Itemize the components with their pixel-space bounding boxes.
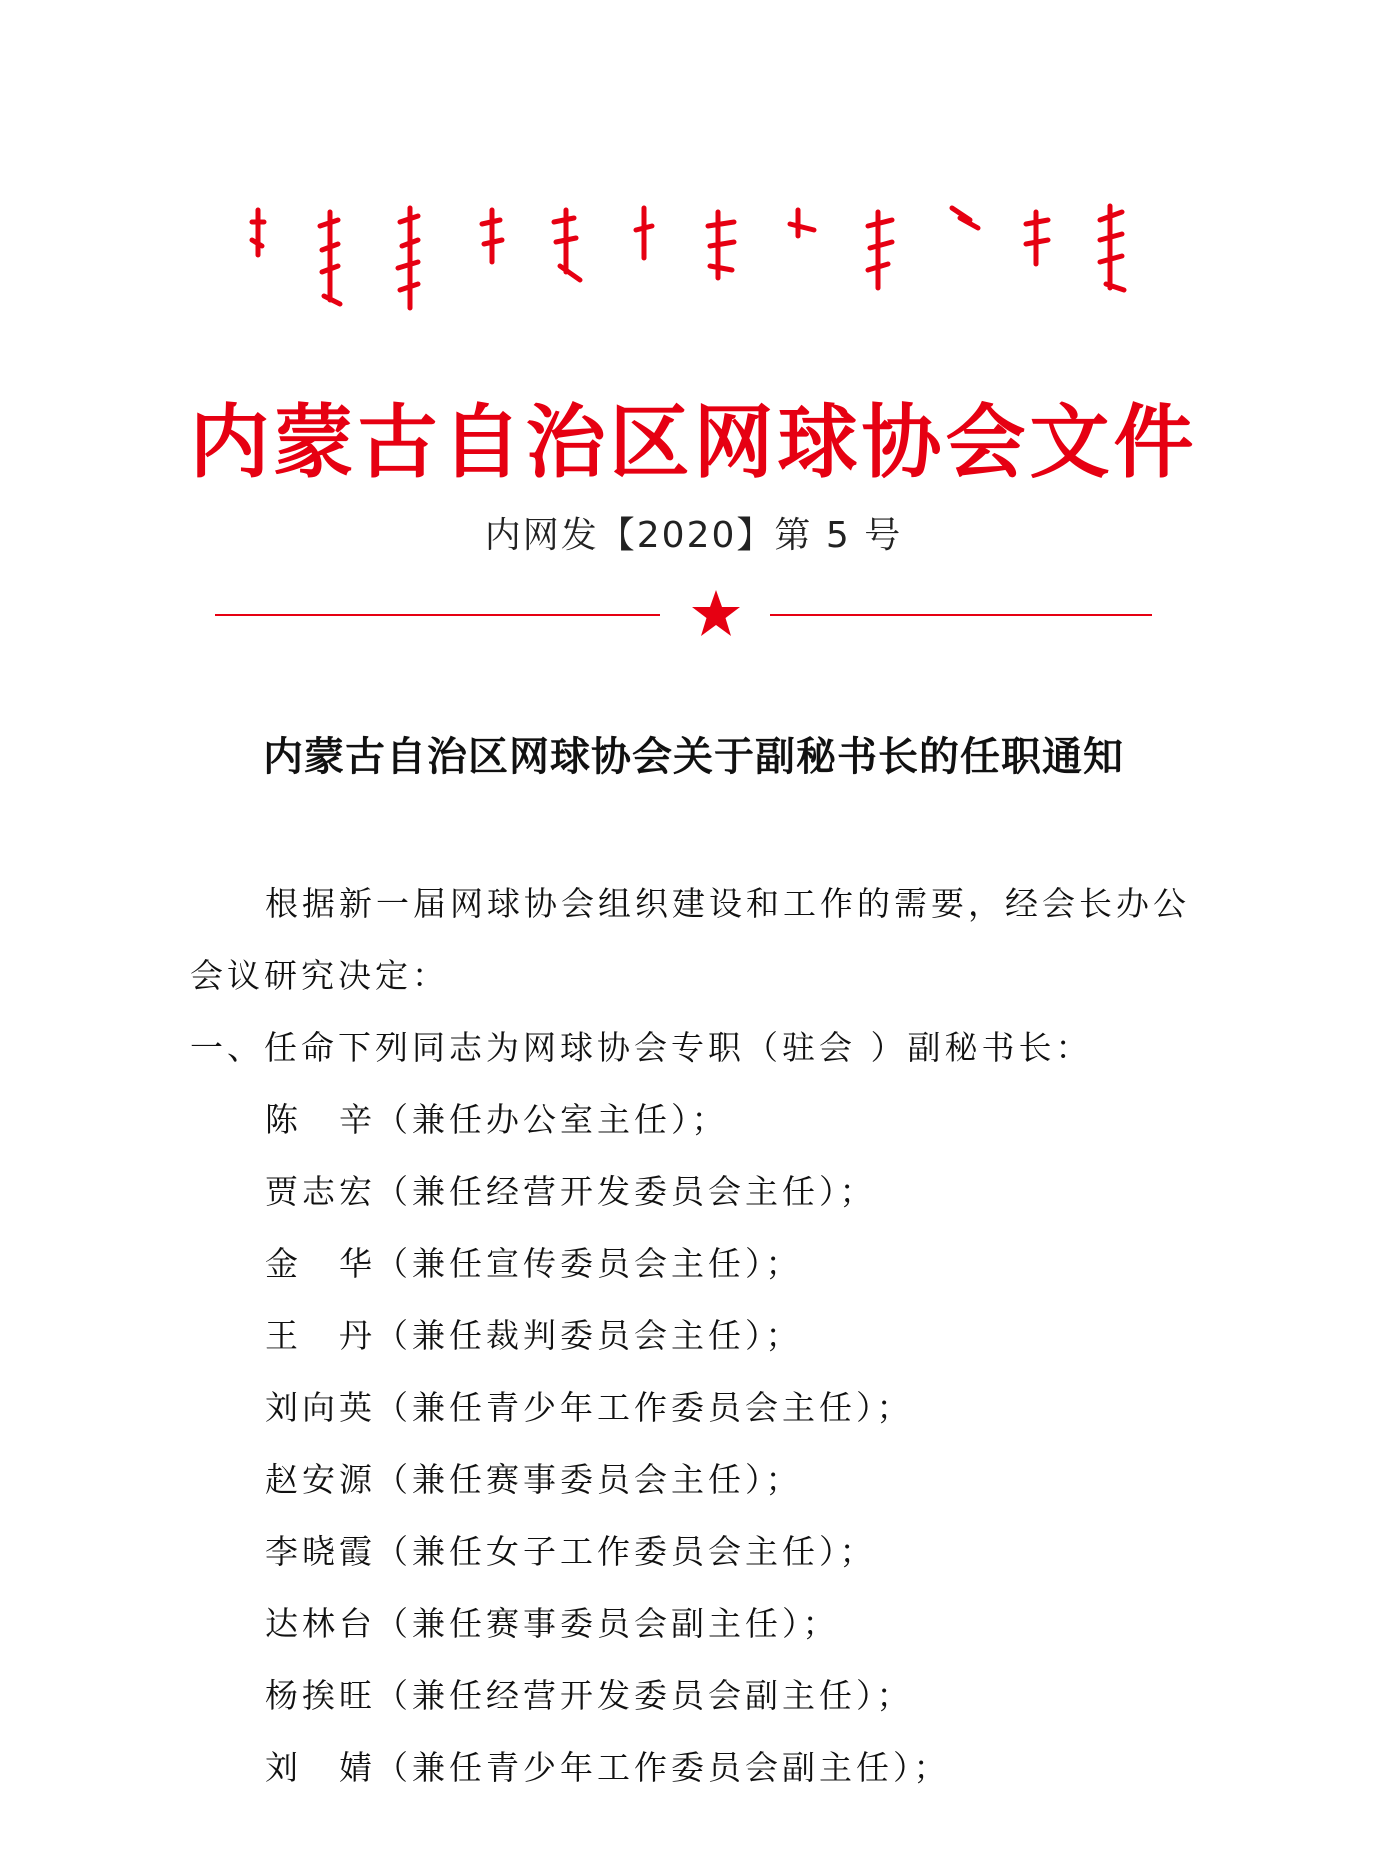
star-icon — [690, 588, 742, 640]
appointee-row — [265, 1238, 803, 1285]
appointee-role: （兼任青少年工作委员会副主任）； — [375, 1748, 951, 1787]
appointee-row — [265, 1382, 914, 1429]
paragraph-line-1: 根据新一届网球协会组织建设和工作的需要，经会长办公 — [265, 884, 1190, 923]
appointee-row — [265, 1742, 951, 1789]
appointment-item-1: 一、任命下列同志为网球协会专职（驻会 ）副秘书长： — [190, 1028, 1093, 1067]
appointee-name: 达林台 — [265, 1604, 376, 1643]
appointee-role: （兼任宣传委员会主任）； — [375, 1244, 803, 1283]
appointee-role: （兼任赛事委员会主任）； — [375, 1460, 803, 1499]
appointee-role: （兼任办公室主任）； — [375, 1100, 729, 1139]
appointee-role: （兼任经营开发委员会主任）； — [375, 1172, 877, 1211]
appointee-row — [265, 1310, 803, 1357]
appointee-name: 杨挨旺 — [265, 1676, 376, 1715]
appointee-name: 贾志宏 — [265, 1172, 376, 1211]
document-number: 内网发【2020】第 5 号 — [484, 515, 903, 556]
appointee-name: 赵安源 — [265, 1460, 376, 1499]
appointee-row — [265, 1166, 877, 1213]
mongolian-script-graphic — [248, 200, 1140, 320]
divider-line-left — [215, 614, 660, 616]
appointee-name: 金 华 — [265, 1244, 376, 1283]
divider-line-right — [770, 614, 1152, 616]
notice-title: 内蒙古自治区网球协会关于副秘书长的任职通知 — [263, 733, 1124, 780]
appointee-role: （兼任女子工作委员会主任）； — [375, 1532, 877, 1571]
document-header-title: 内蒙古自治区网球协会文件 — [189, 396, 1198, 489]
appointee-row — [265, 1526, 877, 1573]
appointee-role: （兼任裁判委员会主任）； — [375, 1316, 803, 1355]
paragraph-line-2: 会议研究决定： — [190, 956, 449, 995]
appointee-name: 刘 婧 — [265, 1748, 376, 1787]
appointee-name: 陈 辛 — [265, 1100, 376, 1139]
appointee-role: （兼任青少年工作委员会主任）； — [375, 1388, 914, 1427]
appointee-name: 王 丹 — [265, 1316, 376, 1355]
appointee-name: 刘向英 — [265, 1388, 376, 1427]
appointee-name: 李晓霞 — [265, 1532, 376, 1571]
appointee-row — [265, 1598, 840, 1645]
appointee-role: （兼任赛事委员会副主任）； — [375, 1604, 840, 1643]
appointee-role: （兼任经营开发委员会副主任）； — [375, 1676, 914, 1715]
appointee-row — [265, 1454, 803, 1501]
mongolian-script-header — [248, 200, 1140, 320]
appointee-row — [265, 1094, 729, 1141]
appointee-row — [265, 1670, 914, 1717]
